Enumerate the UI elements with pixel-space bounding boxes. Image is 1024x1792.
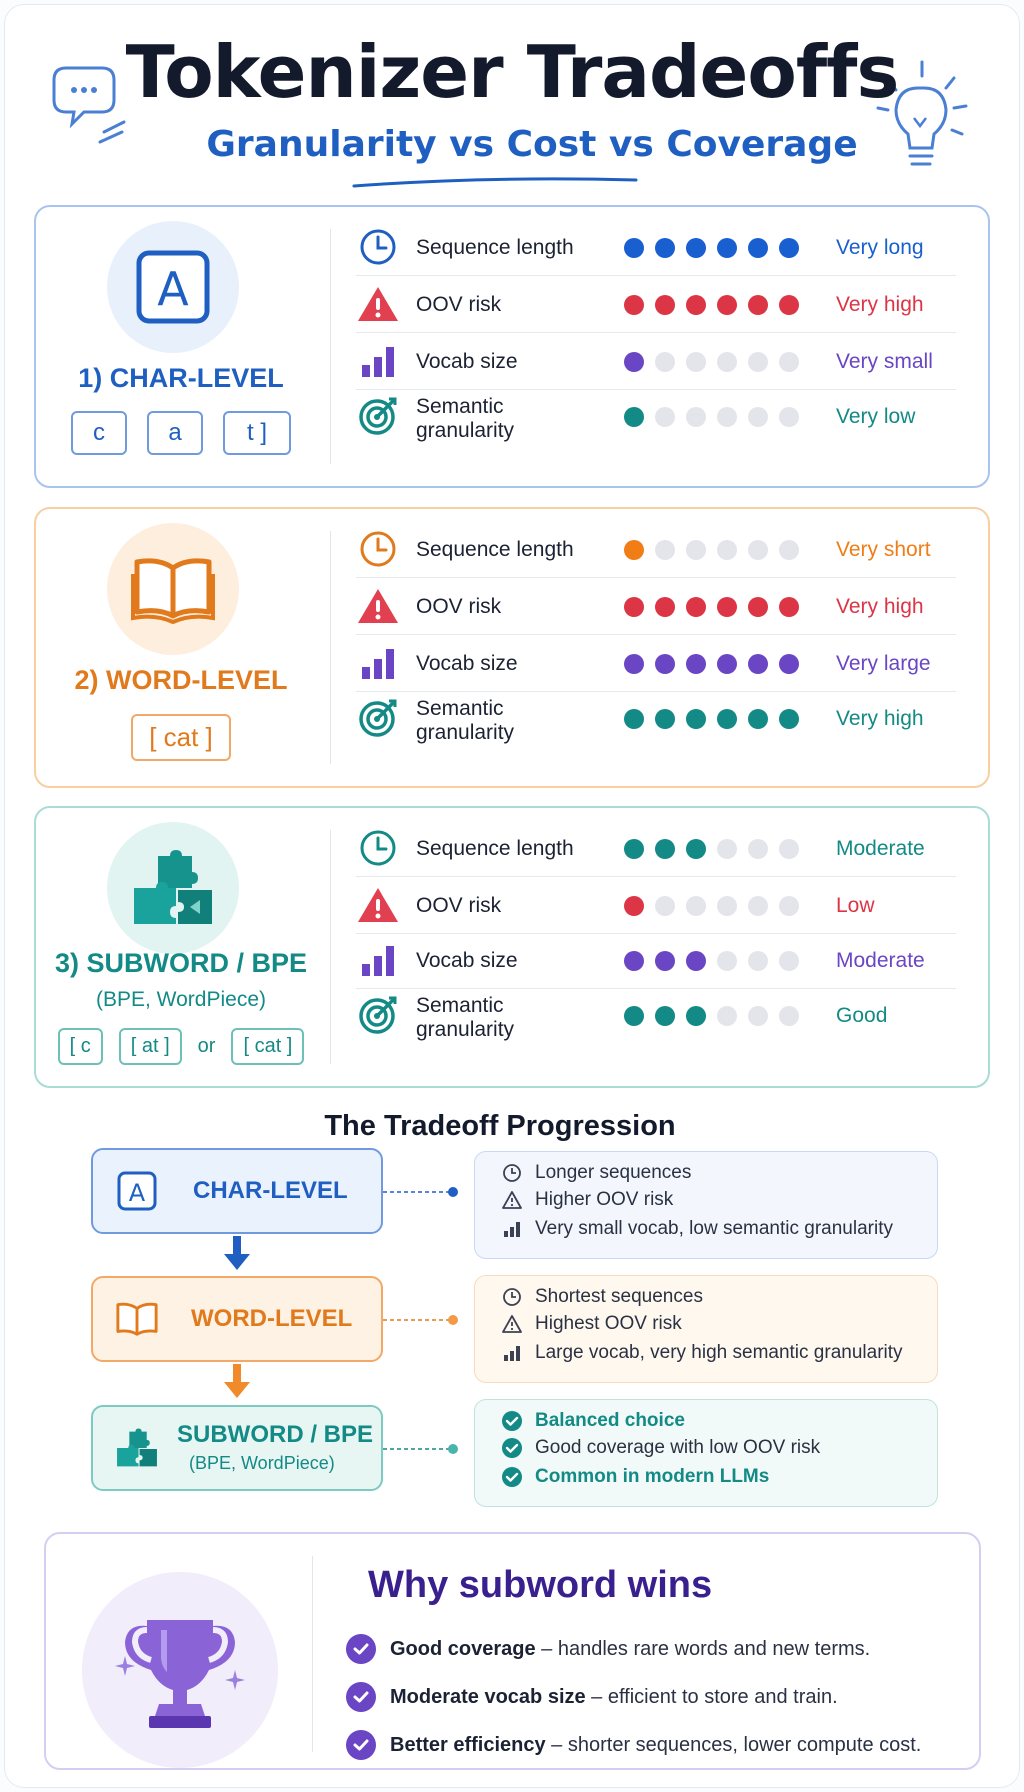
info-line (501, 1158, 691, 1188)
metric-label: Sequence length (416, 538, 574, 561)
win-item-text (390, 1734, 921, 1757)
info-line (501, 1185, 673, 1215)
panel-subtitle: (BPE, WordPiece) (96, 988, 266, 1011)
rating-dot-filled (717, 654, 737, 674)
token: [ c (58, 1028, 103, 1065)
progression-word-level (91, 1276, 383, 1362)
metric-row (356, 219, 956, 275)
progression-info-subword (474, 1399, 938, 1507)
target-icon (356, 696, 400, 740)
rating-dot-filled (624, 540, 644, 560)
win-item-detail: – handles rare words and new terms. (535, 1637, 871, 1660)
metric-label: Semantic granularity (416, 994, 515, 1041)
rating-dot-filled (655, 839, 675, 859)
rating-dot-empty (717, 1006, 737, 1026)
word-level-badge (107, 523, 239, 655)
metrics-list (356, 808, 976, 1086)
rating-dots (624, 352, 799, 372)
rating-dot-empty (686, 896, 706, 916)
win-item-text (390, 1638, 870, 1661)
bar-chart-icon (501, 1218, 523, 1240)
metric-value: Very long (836, 236, 924, 259)
warning-icon (501, 1189, 523, 1211)
rating-dot-empty (717, 540, 737, 560)
svg-text:A: A (128, 1179, 146, 1207)
panel-divider (330, 830, 331, 1064)
info-line-text: Higher OOV risk (535, 1189, 674, 1210)
progression-info-word (474, 1275, 938, 1383)
clock-icon (356, 826, 400, 870)
token-examples (36, 411, 326, 455)
win-item (346, 1632, 870, 1666)
rating-dot-filled (686, 951, 706, 971)
win-item-title: Good coverage (390, 1637, 536, 1660)
panel-divider (330, 229, 331, 464)
rating-dot-empty (779, 407, 799, 427)
rating-dot-empty (655, 896, 675, 916)
info-line-text: Shortest sequences (535, 1286, 703, 1307)
panel-divider (330, 531, 331, 764)
rating-dot-filled (686, 709, 706, 729)
bar-chart-icon (501, 1342, 523, 1364)
target-icon (356, 993, 400, 1037)
rating-dot-empty (655, 352, 675, 372)
rating-dot-empty (748, 407, 768, 427)
clock-icon (501, 1162, 523, 1184)
letter-a-icon (133, 247, 213, 327)
token-examples (36, 714, 326, 761)
token: [ cat ] (131, 714, 231, 761)
rating-dot-filled (624, 709, 644, 729)
warning-icon (501, 1313, 523, 1335)
connector-line (383, 1186, 459, 1198)
info-line-text: Very small vocab, low semantic granularity (535, 1218, 893, 1239)
metric-label: OOV risk (416, 293, 502, 316)
char-level-badge (107, 221, 239, 353)
win-item-title: Better efficiency (390, 1733, 546, 1756)
rating-dot-filled (624, 896, 644, 916)
token: a (147, 411, 203, 455)
rating-dot-empty (779, 839, 799, 859)
panel-name: 1) CHAR-LEVEL (78, 363, 284, 393)
metric-row (356, 333, 956, 389)
metric-label: Sequence length (416, 236, 574, 259)
check-circle-icon (346, 1682, 376, 1712)
rating-dot-filled (748, 654, 768, 674)
rating-dots (624, 295, 799, 315)
rating-dot-empty (748, 839, 768, 859)
check-circle-icon (501, 1437, 523, 1459)
token-examples (36, 1028, 326, 1065)
info-line-text: Longer sequences (535, 1162, 692, 1183)
rating-dot-filled (655, 295, 675, 315)
rating-dots (624, 654, 799, 674)
rating-dot-filled (686, 839, 706, 859)
puzzle-icon (115, 1426, 159, 1470)
rating-dot-filled (717, 597, 737, 617)
warning-icon (356, 883, 400, 927)
char-level-panel (34, 205, 990, 488)
connector-line (383, 1443, 459, 1455)
metric-row (356, 877, 956, 933)
metric-row (356, 521, 956, 577)
wins-title: Why subword wins (368, 1564, 713, 1606)
rating-dot-empty (717, 407, 737, 427)
rating-dot-filled (655, 951, 675, 971)
warning-icon (356, 282, 400, 326)
win-item (346, 1680, 838, 1714)
progression-subword (91, 1405, 383, 1491)
rating-dots (624, 407, 799, 427)
metric-value: Very low (836, 405, 916, 428)
token: c (71, 411, 127, 455)
metrics-list (356, 509, 976, 786)
info-line (501, 1406, 685, 1436)
check-circle-icon (346, 1730, 376, 1760)
rating-dot-empty (655, 540, 675, 560)
rating-dot-filled (624, 951, 644, 971)
rating-dot-filled (779, 709, 799, 729)
rating-dots (624, 709, 799, 729)
bar-chart-icon (356, 938, 400, 982)
info-line (501, 1338, 903, 1368)
info-line-text: Highest OOV risk (535, 1313, 682, 1334)
metric-row (356, 820, 956, 876)
rating-dot-filled (655, 238, 675, 258)
progression-char-level (91, 1148, 383, 1234)
info-line-text: Common in modern LLMs (535, 1466, 770, 1487)
metric-value: Very high (836, 707, 924, 730)
trophy-badge (82, 1572, 278, 1768)
info-line (501, 1462, 769, 1492)
info-line (501, 1214, 893, 1244)
rating-dot-empty (686, 540, 706, 560)
wins-divider (312, 1556, 313, 1752)
why-subword-wins-card (44, 1532, 981, 1770)
rating-dot-filled (686, 597, 706, 617)
win-item (346, 1728, 921, 1762)
progression-sublabel: (BPE, WordPiece) (189, 1453, 335, 1473)
progression-info-char (474, 1151, 938, 1259)
metric-label: Semantic granularity (416, 697, 515, 744)
win-item-detail: – efficient to store and train. (585, 1685, 838, 1708)
rating-dot-empty (779, 896, 799, 916)
panel-name: 3) SUBWORD / BPE (54, 948, 308, 978)
metric-label: Semantic granularity (416, 395, 515, 442)
info-line-text: Good coverage with low OOV risk (535, 1437, 821, 1458)
rating-dot-filled (624, 352, 644, 372)
rating-dot-filled (748, 597, 768, 617)
subtitle-underline (350, 174, 640, 190)
connector-line (383, 1314, 459, 1326)
rating-dot-filled (655, 654, 675, 674)
metric-value: Very high (836, 293, 924, 316)
win-item-text (390, 1686, 838, 1709)
rating-dot-filled (624, 839, 644, 859)
rating-dot-empty (748, 540, 768, 560)
progression-title: The Tradeoff Progression (324, 1110, 676, 1142)
trophy-icon (105, 1600, 255, 1740)
target-icon (356, 394, 400, 438)
subword-badge (107, 822, 239, 954)
rating-dot-empty (748, 896, 768, 916)
rating-dots (624, 540, 799, 560)
metric-label: Sequence length (416, 837, 574, 860)
rating-dot-empty (717, 839, 737, 859)
clock-icon (501, 1286, 523, 1308)
rating-dot-filled (717, 295, 737, 315)
svg-text:A: A (157, 262, 189, 316)
rating-dot-filled (624, 407, 644, 427)
metric-value: Low (836, 894, 875, 917)
rating-dot-filled (624, 1006, 644, 1026)
rating-dot-empty (686, 407, 706, 427)
rating-dots (624, 597, 799, 617)
rating-dot-empty (779, 352, 799, 372)
rating-dot-empty (717, 896, 737, 916)
rating-dots (624, 1006, 799, 1026)
panel-name: 2) WORD-LEVEL (74, 665, 288, 695)
metric-row (356, 578, 956, 634)
metric-label: OOV risk (416, 894, 502, 917)
rating-dot-filled (779, 597, 799, 617)
metric-value: Moderate (836, 837, 925, 860)
page-subtitle: Granularity vs Cost vs Coverage (206, 124, 858, 165)
progression-label: WORD-LEVEL (191, 1305, 353, 1332)
win-item-detail: – shorter sequences, lower compute cost. (545, 1733, 922, 1756)
rating-dot-empty (686, 352, 706, 372)
rating-dot-filled (655, 1006, 675, 1026)
metric-label: Vocab size (416, 949, 518, 972)
open-book-icon (115, 1297, 159, 1341)
clock-icon (356, 527, 400, 571)
check-circle-icon (501, 1466, 523, 1488)
rating-dot-filled (655, 709, 675, 729)
metric-value: Moderate (836, 949, 925, 972)
rating-dot-empty (779, 951, 799, 971)
info-line-text: Large vocab, very high semantic granularity (535, 1342, 903, 1363)
rating-dot-filled (748, 295, 768, 315)
metric-row (356, 276, 956, 332)
rating-dot-filled (655, 597, 675, 617)
metric-label: OOV risk (416, 595, 502, 618)
or-label: or (197, 1035, 216, 1057)
info-line-text: Balanced choice (535, 1410, 685, 1431)
rating-dot-filled (686, 238, 706, 258)
bar-chart-icon (356, 339, 400, 383)
rating-dot-filled (779, 654, 799, 674)
rating-dot-empty (717, 951, 737, 971)
progression-label: SUBWORD / BPE (177, 1421, 374, 1448)
clock-icon (356, 225, 400, 269)
metric-row (356, 932, 956, 988)
puzzle-icon (130, 850, 216, 926)
letter-a-icon (115, 1169, 159, 1213)
rating-dot-empty (748, 951, 768, 971)
rating-dot-empty (717, 352, 737, 372)
bar-chart-icon (356, 641, 400, 685)
rating-dots (624, 839, 799, 859)
rating-dots (624, 238, 799, 258)
rating-dots (624, 896, 799, 916)
rating-dot-empty (748, 1006, 768, 1026)
metric-value: Very large (836, 652, 931, 675)
metric-value: Very small (836, 350, 933, 373)
metric-row (356, 690, 956, 746)
rating-dot-empty (779, 540, 799, 560)
rating-dot-filled (686, 654, 706, 674)
rating-dots (624, 951, 799, 971)
rating-dot-empty (779, 1006, 799, 1026)
rating-dot-filled (686, 295, 706, 315)
check-circle-icon (346, 1634, 376, 1664)
page-title: Tokenizer Tradeoffs (125, 30, 899, 114)
metric-value: Very high (836, 595, 924, 618)
progression-label: CHAR-LEVEL (193, 1177, 348, 1204)
token: t ] (223, 411, 291, 455)
rating-dot-filled (624, 654, 644, 674)
info-line (501, 1309, 682, 1339)
rating-dot-filled (779, 238, 799, 258)
rating-dot-filled (624, 238, 644, 258)
rating-dot-empty (655, 407, 675, 427)
metric-row (356, 987, 956, 1043)
metric-value: Good (836, 1004, 888, 1027)
rating-dot-empty (748, 352, 768, 372)
rating-dot-filled (686, 1006, 706, 1026)
open-book-icon (131, 554, 215, 624)
arrow-down-icon (222, 1364, 252, 1400)
metric-row (356, 635, 956, 691)
rating-dot-filled (748, 238, 768, 258)
rating-dot-filled (624, 295, 644, 315)
arrow-down-icon (222, 1236, 252, 1272)
check-circle-icon (501, 1410, 523, 1432)
rating-dot-filled (779, 295, 799, 315)
metric-label: Vocab size (416, 350, 518, 373)
metric-value: Very short (836, 538, 931, 561)
rating-dot-filled (717, 709, 737, 729)
token: [ cat ] (231, 1028, 304, 1065)
info-line (501, 1433, 820, 1463)
win-item-title: Moderate vocab size (390, 1685, 586, 1708)
metric-label: Vocab size (416, 652, 518, 675)
metric-row (356, 388, 956, 444)
rating-dot-filled (748, 709, 768, 729)
info-line (501, 1282, 703, 1312)
rating-dot-filled (717, 238, 737, 258)
word-level-panel (34, 507, 990, 788)
warning-icon (356, 584, 400, 628)
metrics-list (356, 207, 976, 486)
rating-dot-filled (624, 597, 644, 617)
token: [ at ] (119, 1028, 182, 1065)
subword-panel (34, 806, 990, 1088)
